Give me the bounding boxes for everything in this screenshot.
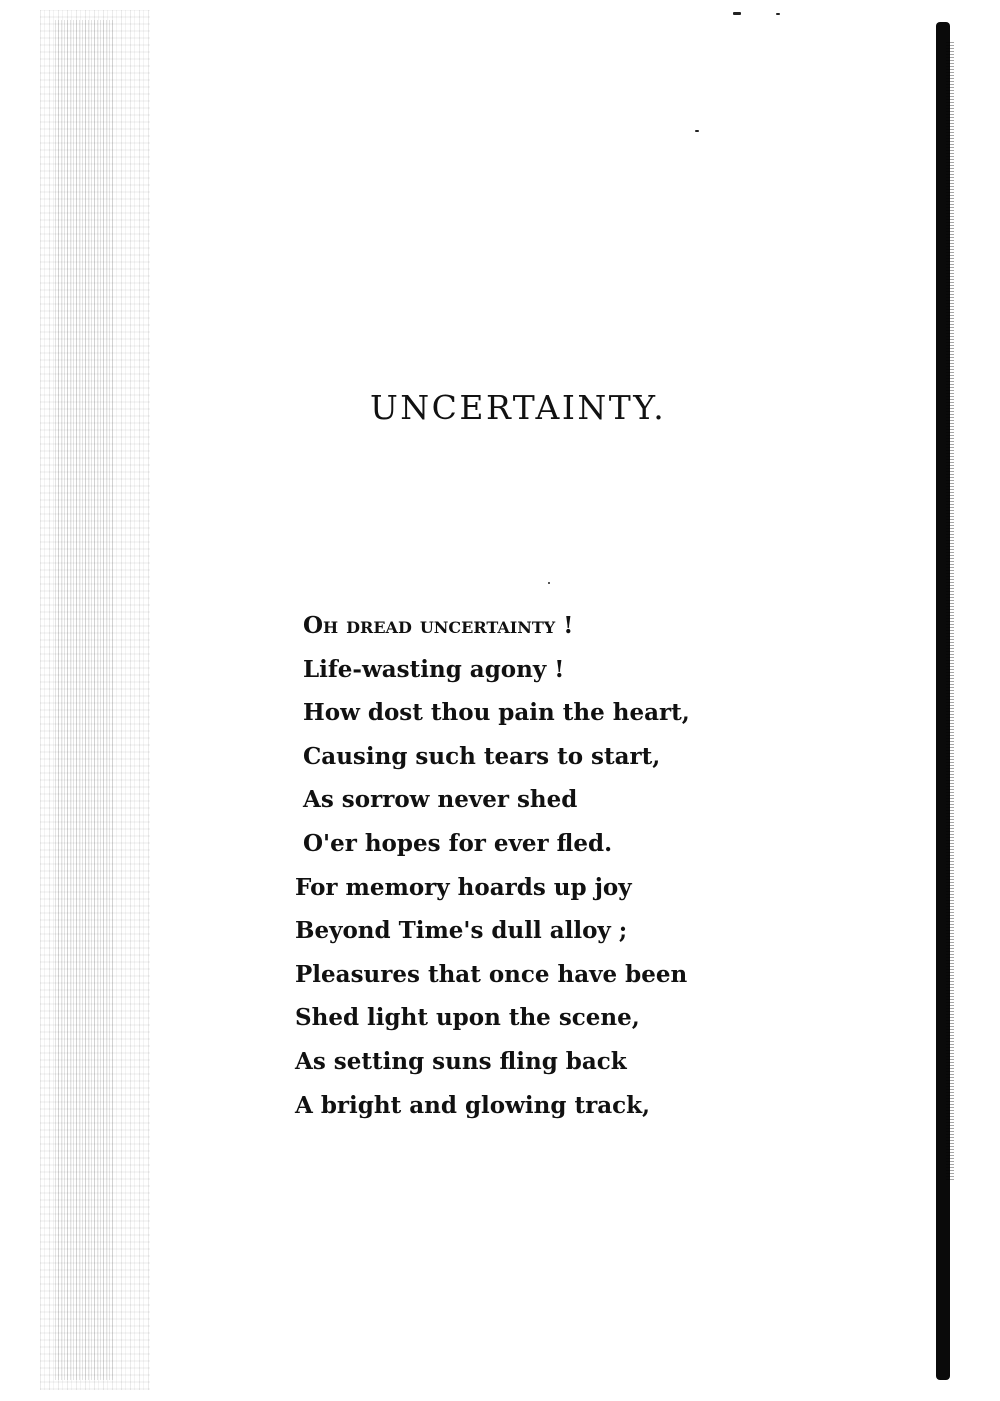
poem-line: O'er hopes for ever fled. — [303, 829, 613, 857]
poem-line: A bright and glowing track, — [295, 1091, 651, 1119]
poem-body — [295, 604, 715, 1127]
poem-line: As setting suns fling back — [295, 1047, 627, 1075]
poem-line: As sorrow never shed — [303, 786, 578, 814]
poem-line: Pleasures that once have been — [295, 960, 688, 988]
ink-speck — [695, 130, 699, 132]
poem-line: Life-wasting agony ! — [303, 655, 565, 683]
right-edge-texture — [946, 40, 954, 1180]
poem-line: For memory hoards up joy — [295, 873, 632, 901]
ink-speck — [776, 13, 780, 15]
poem-title: UNCERTAINTY. — [370, 388, 667, 427]
poem-line: Shed light upon the scene, — [295, 1004, 640, 1032]
poem-line: How dost thou pain the heart, — [303, 699, 690, 727]
ink-speck — [733, 12, 741, 15]
poem-line-text: Oh dread uncertainty ! — [303, 612, 574, 639]
poem-line: Causing such tears to start, — [303, 742, 661, 770]
ink-speck — [548, 582, 550, 584]
poem-line — [295, 604, 715, 648]
left-gutter-texture — [55, 20, 115, 1380]
poem-line: Beyond Time's dull alloy ; — [295, 917, 628, 945]
